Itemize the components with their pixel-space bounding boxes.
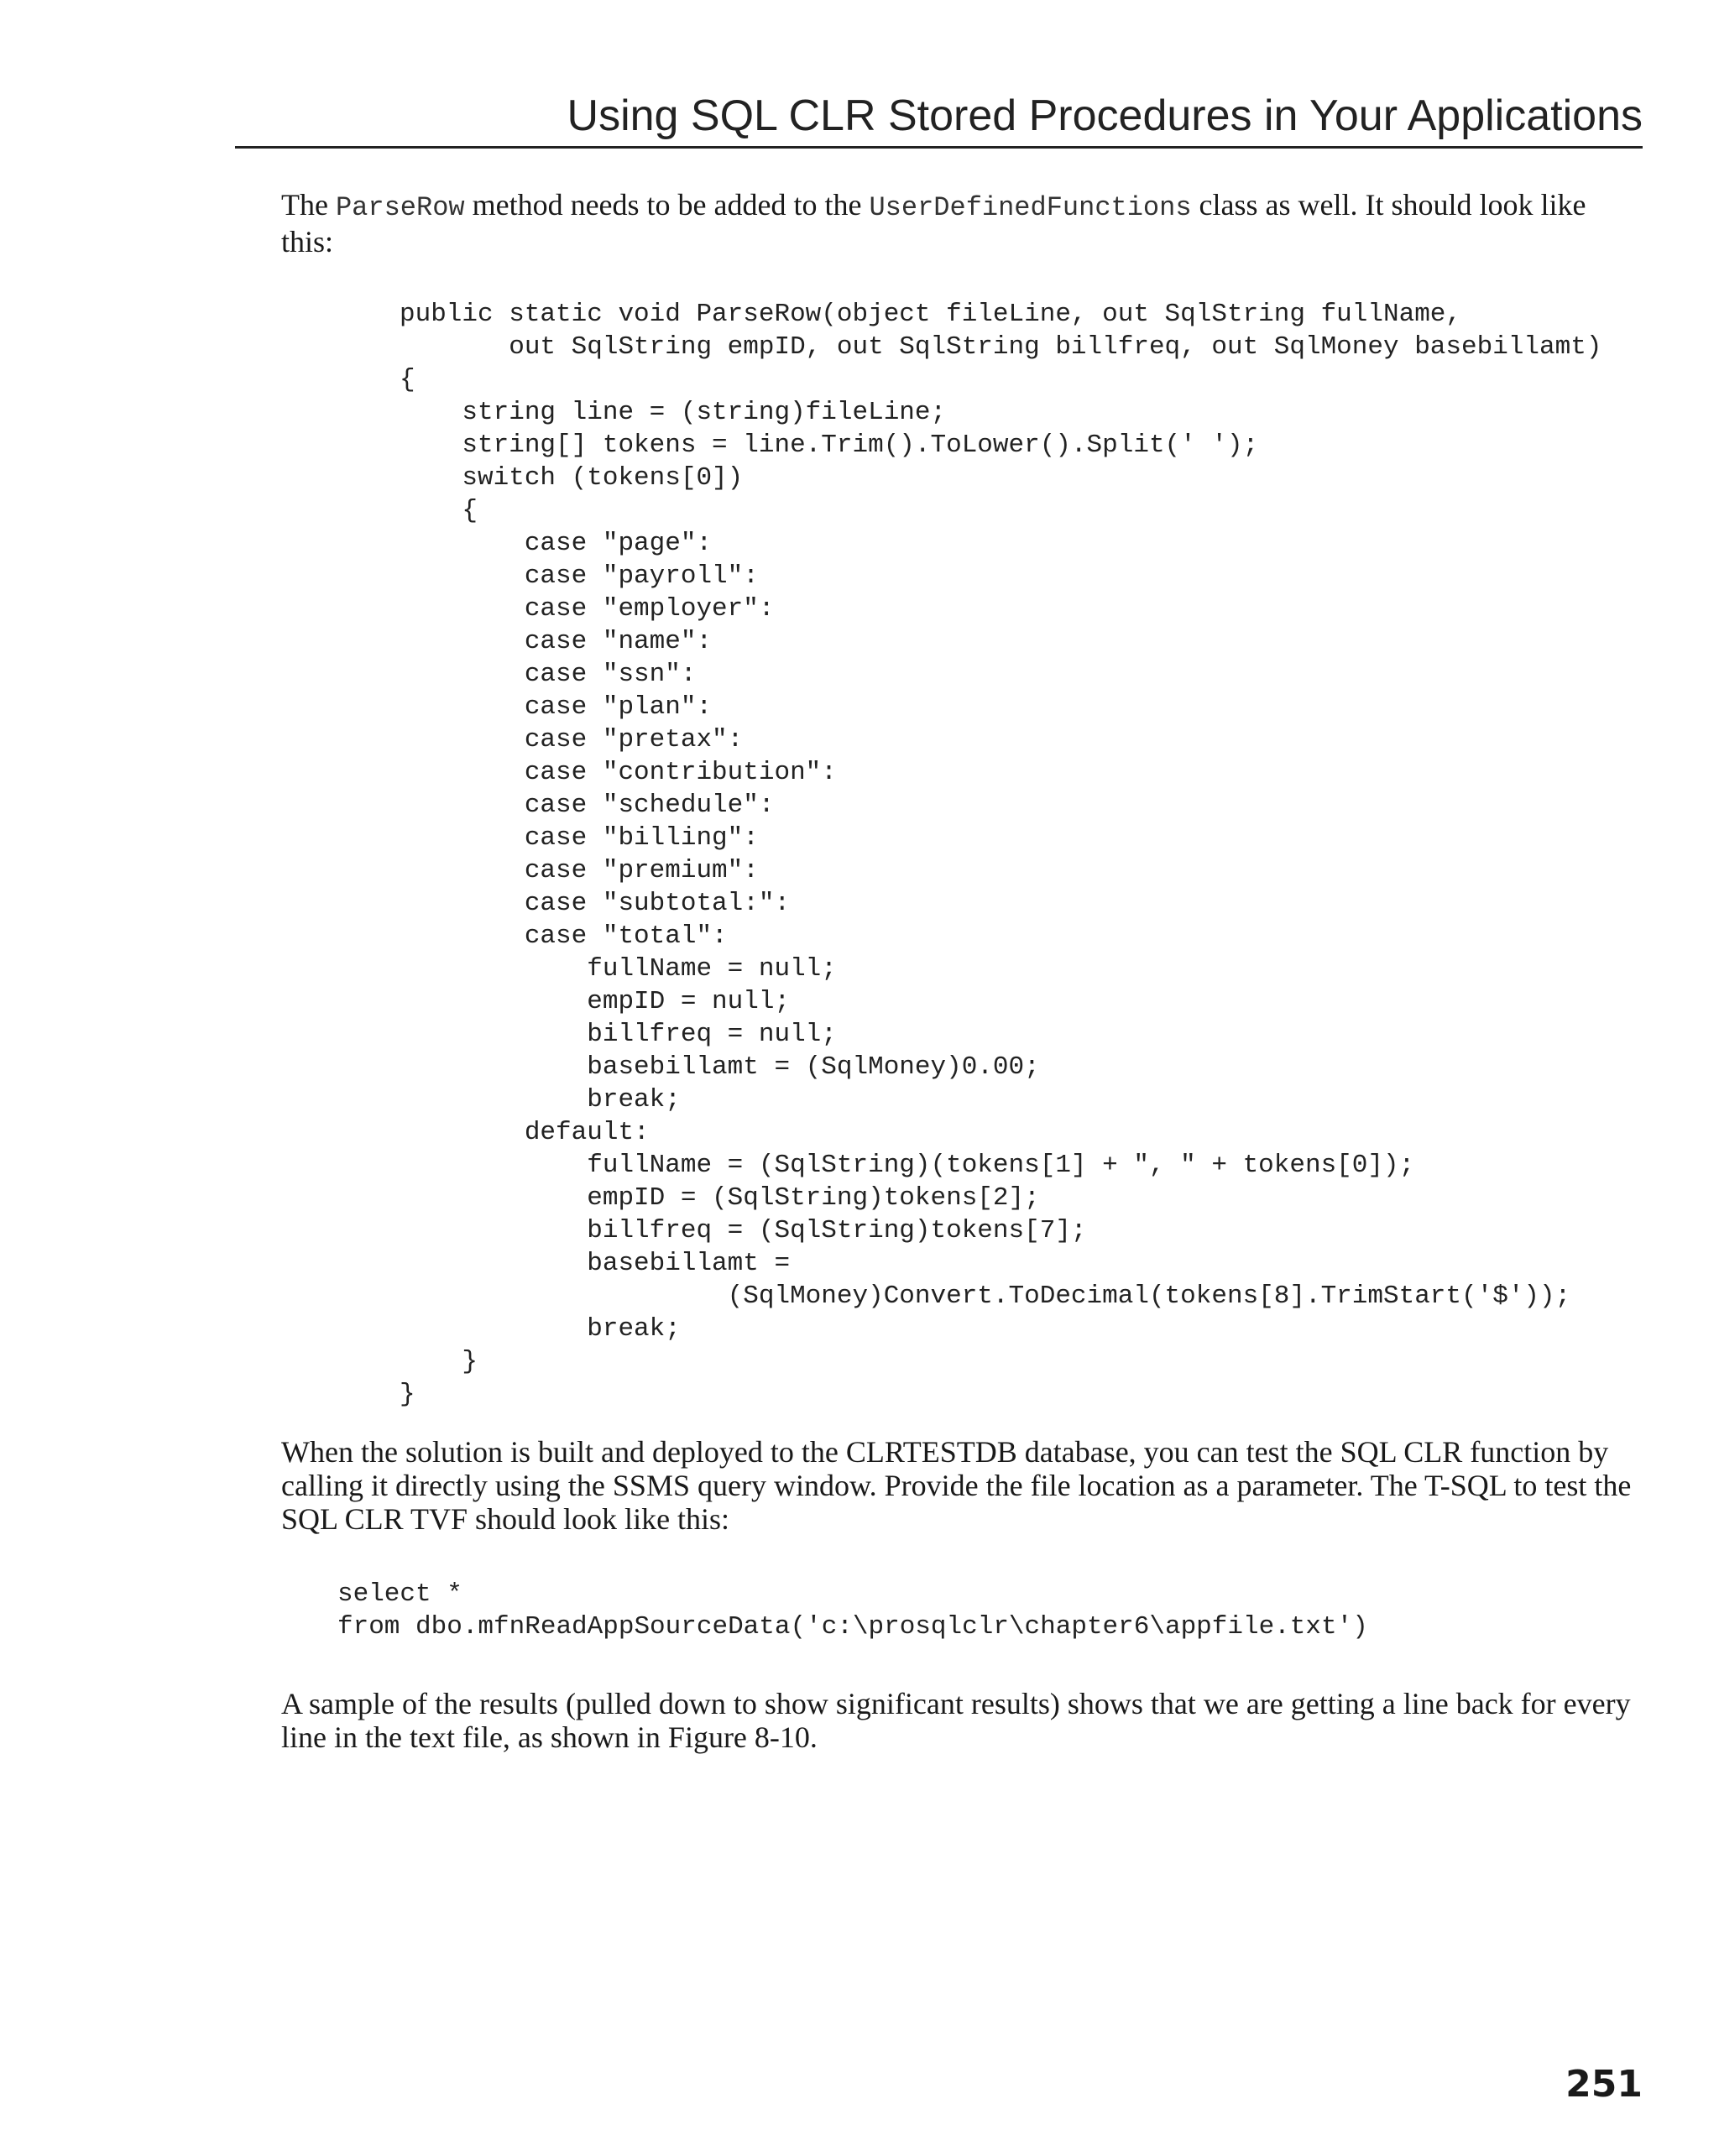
code-line: break;	[400, 1314, 681, 1344]
code-line: (SqlMoney)Convert.ToDecimal(tokens[8].TrimStart('$'));	[400, 1282, 1571, 1311]
code-line: case "subtotal:":	[400, 889, 791, 918]
intro-text-3: class as well. It should look like this:	[281, 188, 1586, 258]
code-line: string[] tokens = line.Trim().ToLower().Split(' ');	[400, 431, 1259, 460]
code-line: case "page":	[400, 529, 713, 558]
parserow-code-block	[400, 298, 1601, 1411]
code-line: {	[400, 496, 478, 525]
code-line: public static void ParseRow(object fileLine, out SqlString fullName,	[400, 300, 1462, 329]
running-header	[235, 87, 1643, 149]
running-header-title: Using SQL CLR Stored Procedures in Your Applications	[567, 91, 1643, 140]
intro-paragraph	[281, 188, 1643, 258]
code-line: }	[400, 1380, 415, 1409]
code-line: string line = (string)fileLine;	[400, 398, 947, 427]
results-paragraph: A sample of the results (pulled down to show significant results) shows that we are getting a line back for every line in the text file, as shown in Figure 8-10.	[281, 1687, 1631, 1754]
tsql-code-block	[337, 1578, 1368, 1643]
code-line: default:	[400, 1118, 650, 1147]
code-line: basebillamt = (SqlMoney)0.00;	[400, 1052, 1040, 1082]
code-line: }	[400, 1347, 478, 1376]
code-line: case "contribution":	[400, 758, 837, 787]
parserow-inline-code: ParseRow	[335, 192, 465, 223]
code-line: fullName = (SqlString)(tokens[1] + ", " + tokens[0]);	[400, 1151, 1415, 1180]
code-line: from dbo.mfnReadAppSourceData('c:\prosqlclr\chapter6\appfile.txt')	[337, 1612, 1368, 1642]
code-line: basebillamt =	[400, 1249, 791, 1278]
page-number: 251	[1565, 2063, 1643, 2106]
code-line: empID = null;	[400, 987, 791, 1016]
intro-text-2: method needs to be added to the	[464, 188, 870, 222]
test-function-paragraph: When the solution is built and deployed to the CLRTESTDB database, you can test the SQL CLR function by calling it directly using the SSMS query window. Provide the file location as a parameter. The T-SQL to test the SQL CLR TVF should look like this:	[281, 1435, 1632, 1536]
code-line: case "total":	[400, 921, 728, 951]
intro-text-1: The	[281, 188, 336, 222]
code-line: select *	[337, 1579, 462, 1609]
code-line: case "premium":	[400, 856, 759, 885]
code-line: case "pretax":	[400, 725, 744, 754]
code-line: case "billing":	[400, 823, 759, 853]
code-line: billfreq = (SqlString)tokens[7];	[400, 1216, 1087, 1245]
code-line: switch (tokens[0])	[400, 463, 744, 493]
code-line: case "name":	[400, 627, 713, 656]
code-line: fullName = null;	[400, 954, 837, 984]
code-line: case "plan":	[400, 692, 713, 722]
code-line: empID = (SqlString)tokens[2];	[400, 1183, 1040, 1213]
code-line: case "payroll":	[400, 561, 759, 591]
userdefinedfunctions-inline-code: UserDefinedFunctions	[869, 192, 1192, 223]
code-line: billfreq = null;	[400, 1020, 837, 1049]
code-line: case "schedule":	[400, 791, 775, 820]
code-line: break;	[400, 1085, 681, 1115]
code-line: case "ssn":	[400, 660, 697, 689]
code-line: {	[400, 365, 415, 394]
code-line: case "employer":	[400, 594, 775, 624]
code-line: out SqlString empID, out SqlString billfreq, out SqlMoney basebillamt)	[400, 332, 1602, 362]
